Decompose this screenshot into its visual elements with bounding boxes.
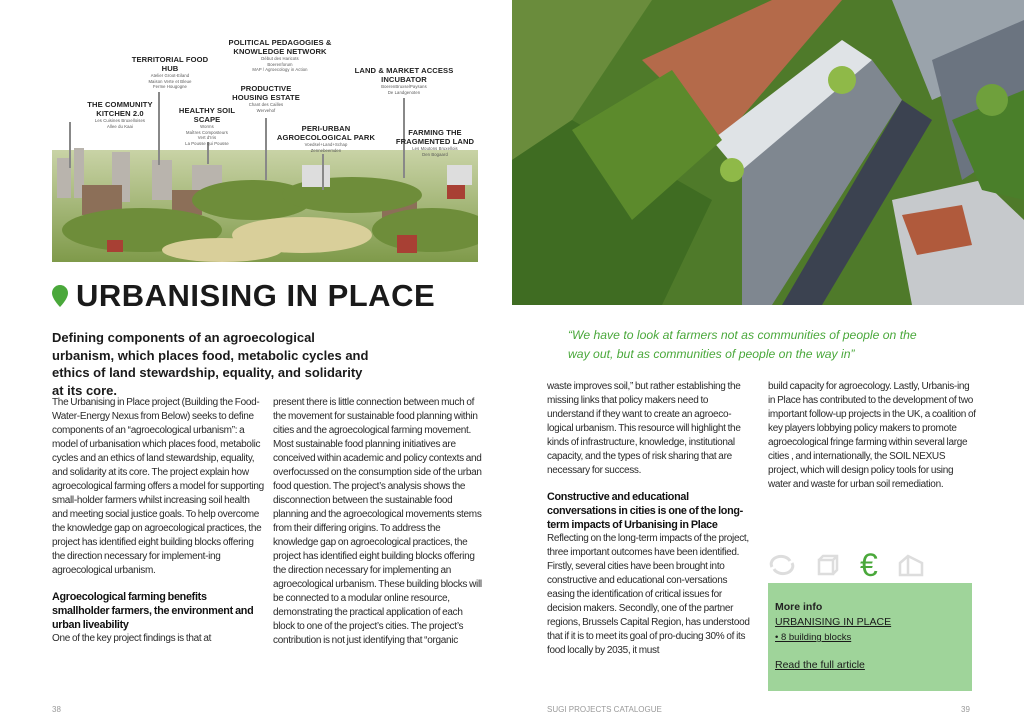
section-heading: Constructive and educational conversations in cities is one of the long-term impacts of Urbanising in Place: [547, 491, 743, 531]
label-political-pedagogies: POLITICAL PEDAGOGIES & KNOWLEDGE NETWORK Début des Haricots Boerenforum MAP / Agroecology in Action: [228, 38, 332, 72]
label-peri-urban-park: PERI-URBAN AGROECOLOGICAL PARK Voedsel+Land+Schap Zennebeemden: [276, 124, 376, 153]
building-blocks-illustration: [52, 0, 478, 262]
catalogue-name: SUGI PROJECTS CATALOGUE: [547, 705, 662, 714]
label-land-market-incubator: LAND & MARKET ACCESS INCUBATOR BoerenBruxselPaysans De Landgenoten: [354, 66, 454, 95]
label-productive-housing: PRODUCTIVE HOUSING ESTATE Chant des Cailles Wervehof: [232, 84, 300, 113]
label-healthy-soil-scape: HEALTHY SOIL SCAPE Worms Maîtres Composteurs Vert d'Iris La Pousse qui Pousse: [178, 106, 236, 146]
column-2: [273, 396, 483, 648]
page-number-left: 38: [52, 705, 61, 714]
label-community-kitchen: THE COMMUNITY KITCHEN 2.0 Les Cuisines Bruxelloises Allee du Kaai: [87, 100, 153, 129]
paragraph: waste improves soil,” but rather establishing the missing links that policy makers need to understand if they want to create an agroeco-logical urbanism. This resource will highlight the kinds of infrastructure, knowledge, institutional capacity, and the types of risk sharing that are necessary for success.: [547, 381, 741, 476]
more-info-box: [768, 583, 972, 691]
building-blocks-link[interactable]: • 8 building blocks: [775, 632, 852, 643]
location-pin-icon: [52, 285, 68, 307]
label-stem: [265, 118, 267, 180]
subtitle: Defining components of an agroecological urbanism, which places food, metabolic cycles and ethics of land stewardship, equality, and solidarity at its core.: [52, 330, 369, 398]
green-building-photo: [512, 0, 1024, 305]
house-icon: [898, 553, 924, 577]
pull-quote: “We have to look at farmers not as communities of people on the way out, but as communities of people on the way in”: [568, 328, 917, 361]
project-link[interactable]: URBANISING IN PLACE: [775, 616, 892, 628]
page-number-right: 39: [961, 705, 970, 714]
cube-icon: [816, 553, 840, 577]
paragraph: build capacity for agroecology. Lastly, Urbanis-ing in Place has contributed to the development of two important follow-up projects in the UK, a coalition of key players lobbying policy makers to promote agroecological fringe farming within several large cities , and internationally, the SOIL NEXUS project, which will design policy tools for using water and waste for urban soil remediation.: [768, 381, 976, 490]
paragraph: present there is little connection between much of the movement for sustainable food planning within cities and the agroecological farming movement. Most sustainable food planning initiatives are conceived within academic and policy contexts and overfocussed on the consumption side of the urban food question. The project’s analysis shows the disconnection between the sustainable food planning and the agroecological movements stems from their differing origins. To address the knowledge gap on agroecological practices, the project has identified eight building blocks offering the direction necessary for implementing an agroecological urbanism. These building blocks will be connected to a modular online resource, demonstrating the practical application of each block to one of the project’s cities. The project’s contribution is not just identifying that “organic: [273, 397, 482, 646]
title-text: URBANISING IN PLACE: [76, 278, 436, 313]
more-info-heading: More info: [775, 601, 823, 613]
photo-aerial-green-towers: [512, 0, 1024, 305]
label-stem: [322, 154, 324, 190]
cycle-icon: [768, 553, 796, 577]
euro-icon: €: [860, 547, 878, 583]
paragraph: Reflecting on the long-term impacts of the project, three important outcomes have been identified. Firstly, several cities have been brought into constructive and educational con-versations easing the identification of critical issues for decision makers. Secondly, one of the partner regions, Brussels Capital Region, has understood that if it is to meet its goal of pro-ducing 30% of its food locally by 2035, it must: [547, 533, 750, 656]
label-territorial-food-hub: TERRITORIAL FOOD HUB Atelier Groot-Eiland Maison Verte et Bleue Ferme Hougogne: [131, 55, 209, 89]
column-4: [768, 380, 976, 492]
page-title: [52, 278, 435, 314]
label-farming-fragmented-land: FARMING THE FRAGMENTED LAND Les Moutons Bruxellois Den Bogaard: [395, 128, 475, 157]
paragraph: One of the key project findings is that at: [52, 633, 212, 644]
column-3: [547, 380, 753, 658]
section-heading: Agroecological farming benefits smallholder farmers, the environment and urban liveability: [52, 591, 254, 631]
theme-icons: [768, 547, 972, 583]
column-1: [52, 396, 264, 646]
read-full-article-link[interactable]: Read the full article: [775, 659, 865, 671]
paragraph: The Urbanising in Place project (Building the Food-Water-Energy Nexus from Below) seeks to define components of an “agroecological urbanism”: a model of urbanisation which places food, metabolic cycles and an ethics of land stewardship, equality, and solidarity at its core. The project explain how agroecological farming offers a model for supporting small-holder farmers whilst increasing soil health and meeting social justice goals. To help overcome the knowledge gap on agroecological practices, the project has identified eight building blocks offering the direction necessary for implement-ing agroecological urbanism.: [52, 397, 264, 576]
